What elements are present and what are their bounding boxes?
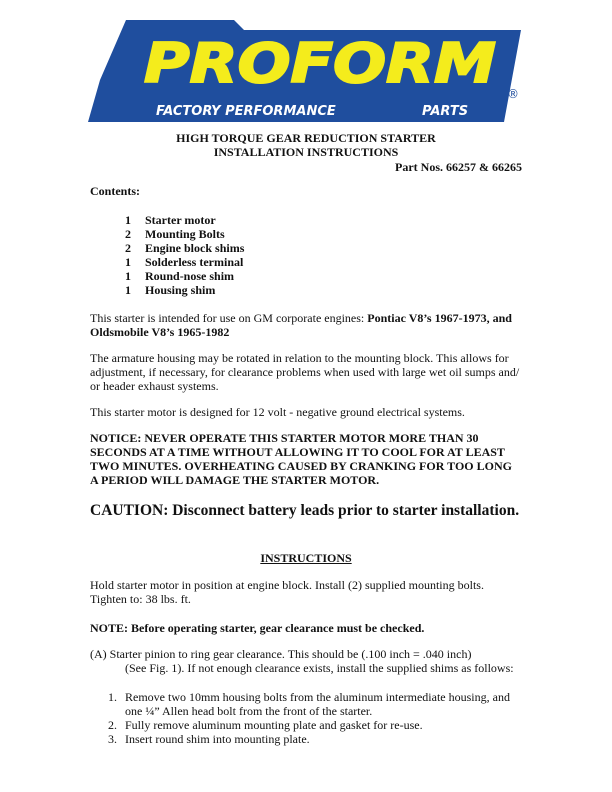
- item-label: Housing shim: [145, 283, 216, 297]
- notice-line: A PERIOD WILL DAMAGE THE STARTER MOTOR.: [90, 473, 380, 487]
- contents-item: [125, 241, 244, 255]
- hold-paragraph: [90, 578, 484, 606]
- logo-tagline-end: PARTS: [422, 104, 469, 119]
- paragraph-line: (See Fig. 1). If not enough clearance exists, install the supplied shims as follows:: [125, 661, 514, 675]
- part-numbers: Part Nos. 66257 & 66265: [395, 160, 522, 174]
- logo-brand: PROFORM: [144, 32, 496, 95]
- title-line: HIGH TORQUE GEAR REDUCTION STARTER: [176, 131, 436, 145]
- intended-bold: Pontiac V8’s 1967-1973, and: [367, 311, 512, 325]
- title-line: INSTALLATION INSTRUCTIONS: [213, 145, 399, 159]
- step-item: [108, 718, 423, 732]
- notice-paragraph: [90, 431, 512, 487]
- intended-plain: This starter is intended for use on GM corporate engines:: [90, 311, 368, 325]
- caution-text: CAUTION: Disconnect battery leads prior to starter installation.: [90, 502, 520, 519]
- step-text: Insert round shim into mounting plate.: [125, 732, 310, 746]
- voltage-paragraph: This starter motor is designed for 12 volt - negative ground electrical systems.: [90, 405, 465, 419]
- contents-item: [125, 255, 243, 269]
- item-qty: 1: [125, 283, 131, 297]
- armature-paragraph: [90, 351, 519, 393]
- step-number: 3.: [108, 732, 117, 746]
- item-qty: 1: [125, 213, 131, 227]
- item-qty: 2: [125, 241, 131, 255]
- proform-logo: [86, 18, 526, 126]
- step-item: [108, 690, 510, 718]
- item-qty: 1: [125, 255, 131, 269]
- paragraph-line: or header exhaust systems.: [90, 379, 219, 393]
- item-qty: 1: [125, 269, 131, 283]
- paragraph-line: The armature housing may be rotated in relation to the mounting block. This allows for: [90, 351, 509, 365]
- step-text: one ¼” Allen head bolt from the front of the starter.: [125, 704, 373, 718]
- item-label: Starter motor: [145, 213, 216, 227]
- paragraph-line: Tighten to: 38 lbs. ft.: [90, 592, 191, 606]
- contents-item: [125, 269, 234, 283]
- instructions-heading: INSTRUCTIONS: [260, 551, 352, 565]
- contents-item: [125, 213, 216, 227]
- paragraph-line: adjustment, if necessary, for clearance problems when used with large wet oil sumps and/: [90, 365, 520, 379]
- intended-use-paragraph: [90, 311, 512, 339]
- item-label: Round-nose shim: [145, 269, 235, 283]
- item-label: Solderless terminal: [145, 255, 244, 269]
- paragraph-line: (A) Starter pinion to ring gear clearance. This should be (.100 inch = .040 inch): [90, 647, 472, 661]
- doc-title: [0, 131, 612, 159]
- step-text: Fully remove aluminum mounting plate and gasket for re-use.: [125, 718, 423, 732]
- notice-line: SECONDS AT A TIME WITHOUT ALLOWING IT TO COOL FOR AT LEAST: [90, 445, 505, 459]
- step-text: Remove two 10mm housing bolts from the aluminum intermediate housing, and: [125, 690, 510, 704]
- notice-line: NOTICE: NEVER OPERATE THIS STARTER MOTOR MORE THAN 30: [90, 431, 479, 445]
- paragraph-line: Hold starter motor in position at engine block. Install (2) supplied mounting bolts.: [90, 578, 484, 592]
- notice-line: TWO MINUTES. OVERHEATING CAUSED BY CRANKING FOR TOO LONG: [90, 459, 512, 473]
- clearance-paragraph: [90, 647, 514, 675]
- step-number: 2.: [108, 718, 117, 732]
- registered-mark: ®: [507, 87, 519, 101]
- item-label: Engine block shims: [145, 241, 245, 255]
- note-text: NOTE: Before operating starter, gear clearance must be checked.: [90, 621, 425, 635]
- contents-heading: Contents:: [90, 184, 140, 198]
- step-number: 1.: [108, 690, 117, 704]
- logo-tagline: FACTORY PERFORMANCE: [156, 104, 336, 119]
- contents-item: [125, 227, 225, 241]
- item-qty: 2: [125, 227, 131, 241]
- item-label: Mounting Bolts: [145, 227, 225, 241]
- step-item: [108, 732, 310, 746]
- contents-item: [125, 283, 215, 297]
- intended-bold: Oldsmobile V8’s 1965-1982: [90, 325, 230, 339]
